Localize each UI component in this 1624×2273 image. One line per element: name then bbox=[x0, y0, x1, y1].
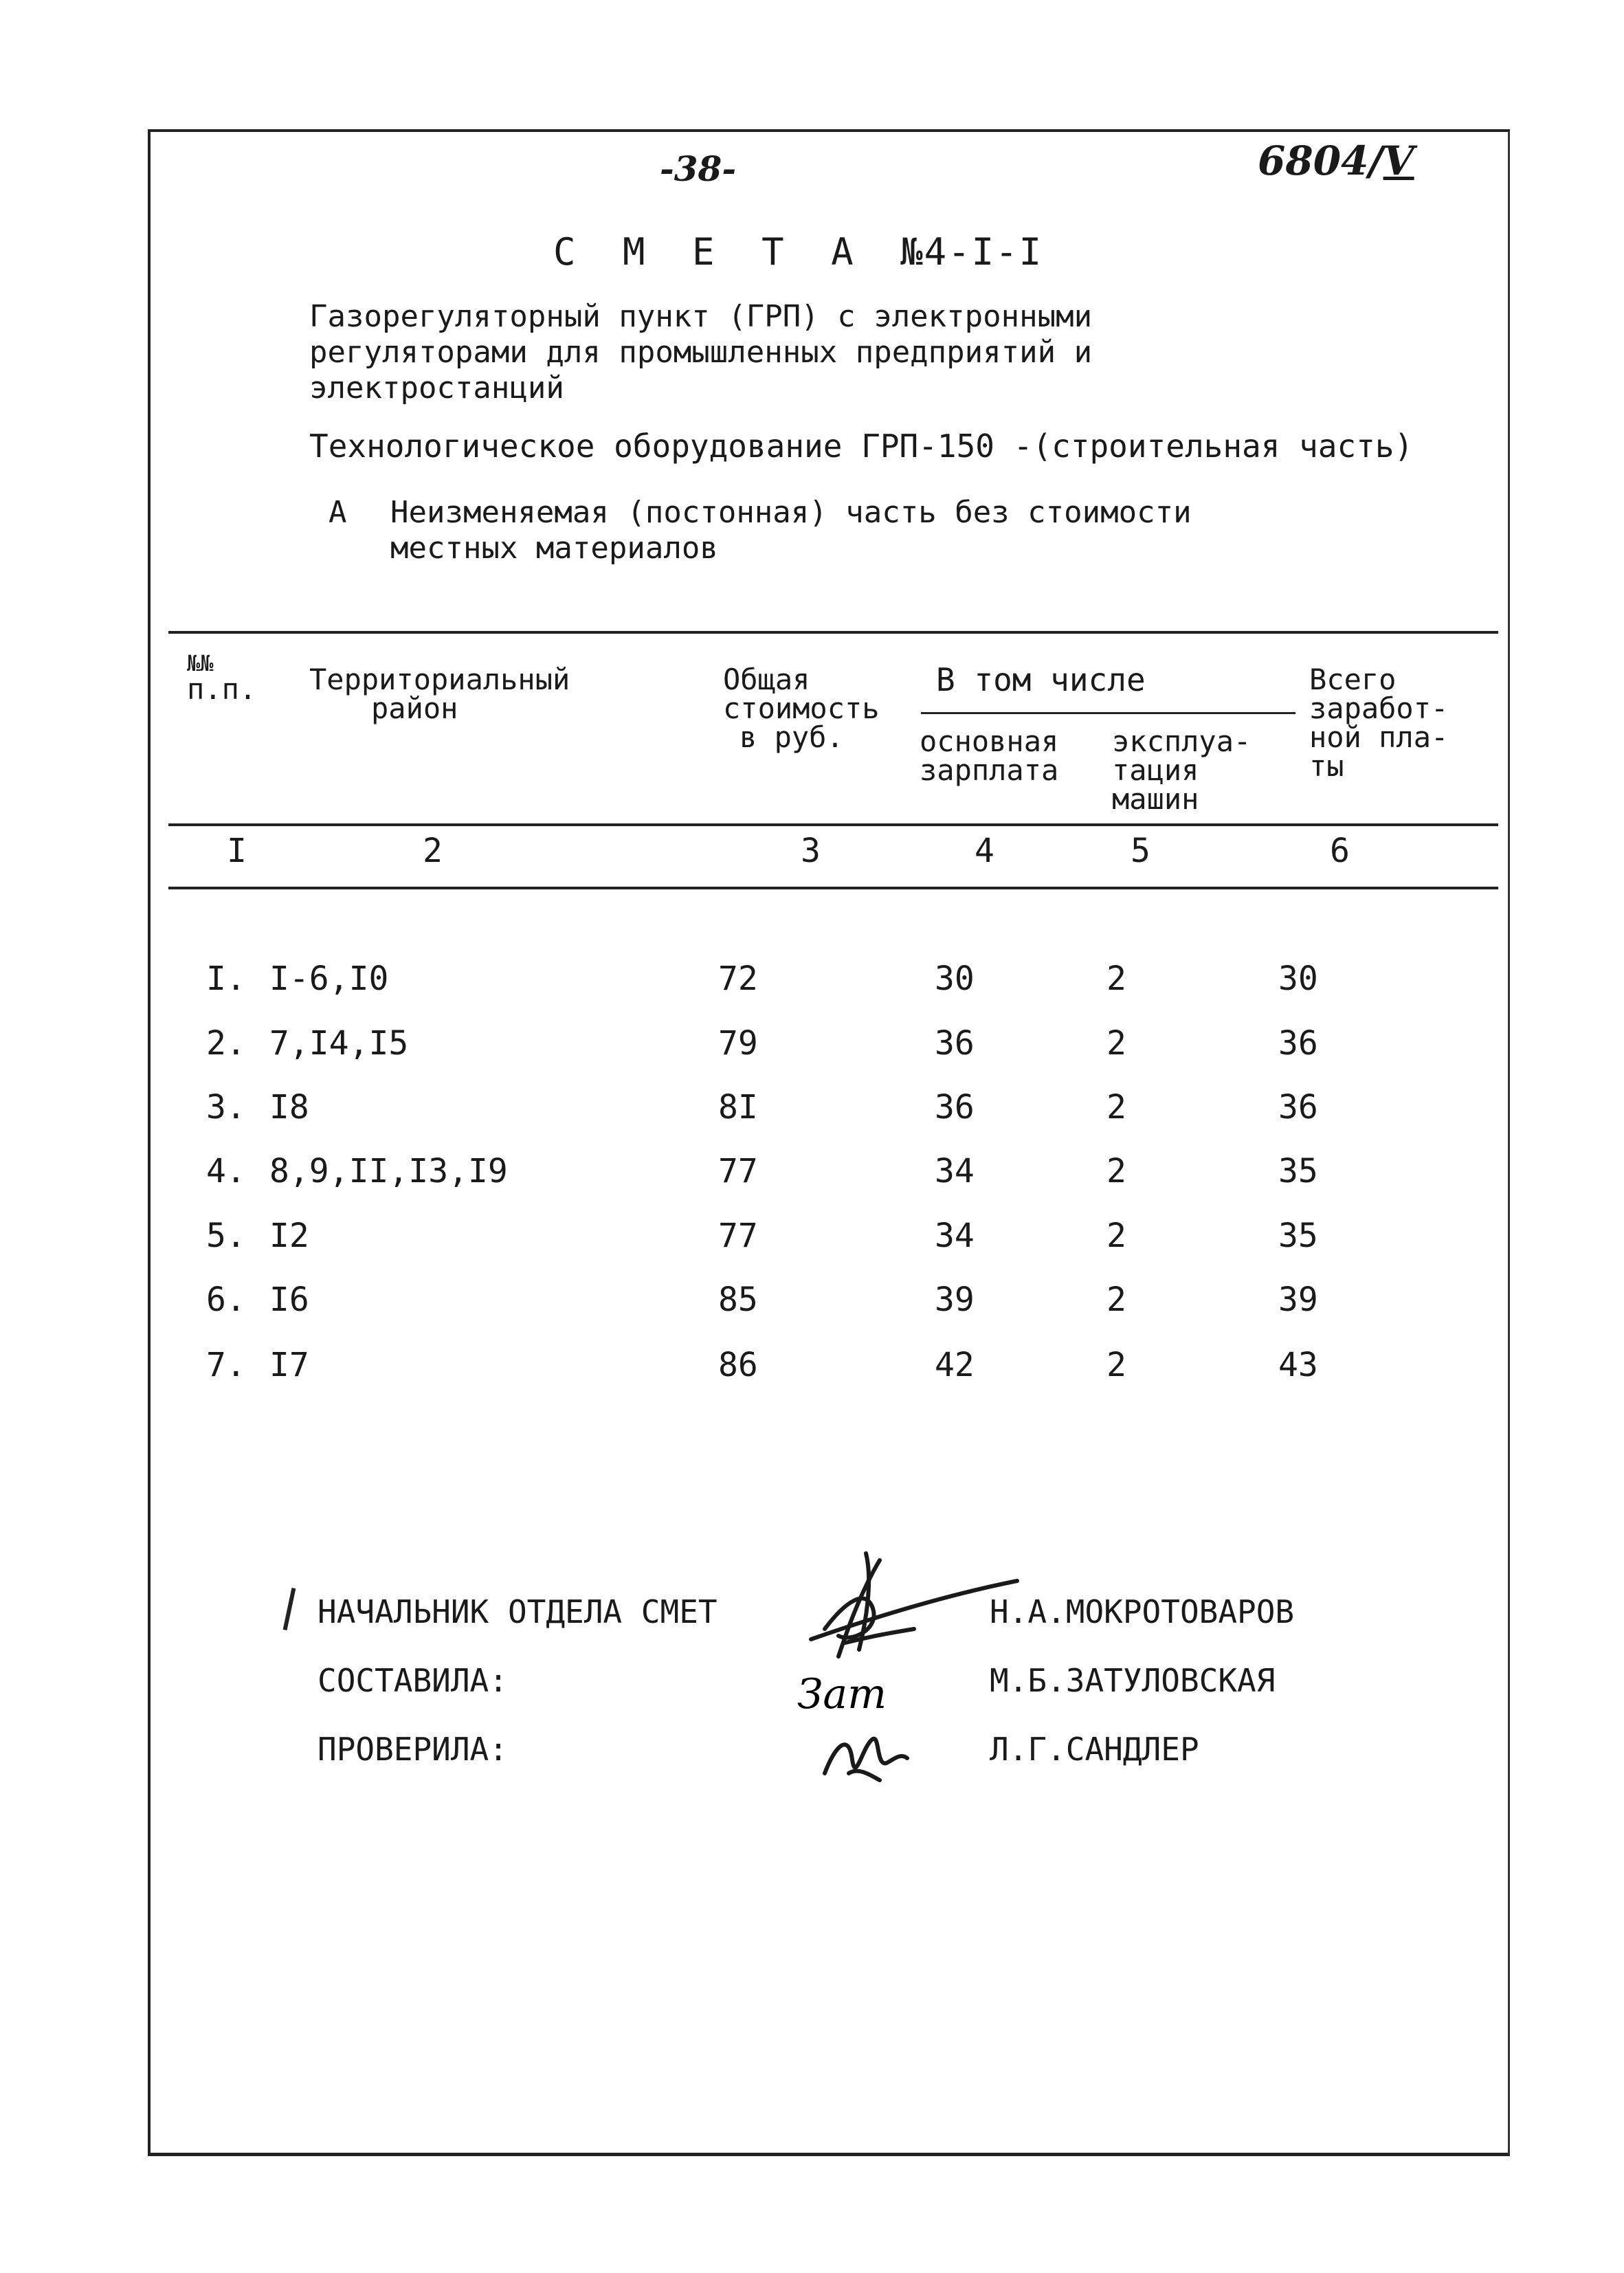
column-number-4: 4 bbox=[975, 832, 994, 870]
header-machines-line2: тация bbox=[1112, 753, 1199, 787]
row-district: 8,9,II,I3,I9 bbox=[269, 1152, 508, 1190]
row-salary: 42 bbox=[935, 1346, 975, 1384]
row-total: 86 bbox=[718, 1346, 758, 1384]
header-total bbox=[723, 665, 880, 752]
row-machines: 2 bbox=[1106, 1152, 1126, 1190]
signature-name-checked: Л.Г.САНДЛЕР bbox=[990, 1731, 1199, 1768]
row-machines: 2 bbox=[1106, 960, 1126, 998]
row-wages: 35 bbox=[1278, 1217, 1318, 1255]
row-district: I6 bbox=[269, 1280, 309, 1319]
row-number: 2. bbox=[206, 1024, 246, 1063]
row-total: 77 bbox=[718, 1217, 758, 1255]
table-top-rule bbox=[168, 631, 1498, 634]
row-salary: 36 bbox=[935, 1088, 975, 1127]
page-number: -38- bbox=[660, 148, 737, 189]
header-district bbox=[309, 665, 570, 723]
signature-name-head: Н.А.МОКРОТОВАРОВ bbox=[990, 1593, 1295, 1630]
table-row bbox=[206, 960, 1443, 1001]
header-wages bbox=[1309, 665, 1448, 781]
header-number-pp: п.п. bbox=[187, 672, 257, 706]
subheader-rule bbox=[921, 712, 1295, 714]
equipment-line: Технологическое оборудование ГРП-150 -(строительная часть) bbox=[309, 428, 1414, 465]
signature-checked-scribble bbox=[825, 1739, 907, 1780]
column-number-2: 2 bbox=[423, 832, 443, 870]
signature-head-scribble bbox=[811, 1553, 1017, 1656]
row-total: 77 bbox=[718, 1152, 758, 1190]
document-number bbox=[1258, 137, 1414, 184]
row-total: 79 bbox=[718, 1024, 758, 1063]
document-number-suffix: V bbox=[1383, 137, 1414, 184]
row-salary: 30 bbox=[935, 960, 975, 998]
row-wages: 30 bbox=[1278, 960, 1318, 998]
header-bottom-rule bbox=[168, 823, 1498, 826]
row-number: 4. bbox=[206, 1152, 246, 1190]
row-wages: 36 bbox=[1278, 1024, 1318, 1063]
row-number: 5. bbox=[206, 1217, 246, 1255]
document-title bbox=[553, 230, 1043, 274]
header-wages-line4: ты bbox=[1309, 749, 1344, 783]
header-salary-line1: основная bbox=[920, 724, 1059, 758]
row-number: 3. bbox=[206, 1088, 246, 1127]
column-numbers-rule bbox=[168, 887, 1498, 889]
header-number-sign: №№ bbox=[187, 650, 214, 676]
row-total: 72 bbox=[718, 960, 758, 998]
table-row bbox=[206, 1024, 1443, 1065]
header-machines bbox=[1112, 724, 1252, 816]
row-wages: 36 bbox=[1278, 1088, 1318, 1127]
row-district: I-6,I0 bbox=[269, 960, 389, 998]
row-machines: 2 bbox=[1106, 1024, 1126, 1063]
signature-compiled-handwriting: Зат bbox=[797, 1670, 887, 1718]
part-line-1: Неизменяемая (постонная) часть без стоимости bbox=[390, 495, 1192, 530]
header-salary-line2: зарплата bbox=[920, 753, 1059, 787]
object-description: Газорегуляторный пункт (ГРП) с электронными регуляторами для промышленных предприятий и электростанций bbox=[309, 299, 1093, 406]
row-number: I. bbox=[206, 960, 246, 998]
row-salary: 34 bbox=[935, 1152, 975, 1190]
row-salary: 39 bbox=[935, 1280, 975, 1319]
row-salary: 34 bbox=[935, 1217, 975, 1255]
column-number-6: 6 bbox=[1330, 832, 1350, 870]
header-wages-line3: ной пла- bbox=[1309, 720, 1449, 754]
row-district: I2 bbox=[269, 1217, 309, 1255]
part-line-2: местных материалов bbox=[390, 531, 718, 566]
header-wages-line2: заработ- bbox=[1309, 691, 1449, 725]
table-row bbox=[206, 1152, 1443, 1193]
header-district-line2: район bbox=[371, 691, 458, 725]
row-wages: 39 bbox=[1278, 1280, 1318, 1319]
column-number-3: 3 bbox=[801, 832, 821, 870]
part-a-block bbox=[329, 495, 1192, 566]
header-total-line1: Общая bbox=[723, 663, 810, 696]
table-row bbox=[206, 1088, 1443, 1129]
header-total-line3: в руб. bbox=[739, 720, 844, 754]
row-total: 85 bbox=[718, 1280, 758, 1319]
header-district-line1: Территориальный bbox=[309, 663, 570, 696]
title-word: С М Е Т А bbox=[553, 230, 866, 274]
row-district: I8 bbox=[269, 1088, 309, 1127]
row-total: 8I bbox=[718, 1088, 758, 1127]
row-district: 7,I4,I5 bbox=[269, 1024, 409, 1063]
header-wages-line1: Всего bbox=[1309, 663, 1397, 696]
document-number-main: 6804/ bbox=[1258, 137, 1383, 184]
row-machines: 2 bbox=[1106, 1088, 1126, 1127]
table-row bbox=[206, 1280, 1443, 1322]
row-number: 6. bbox=[206, 1280, 246, 1319]
header-total-line2: стоимость bbox=[723, 691, 880, 725]
row-machines: 2 bbox=[1106, 1217, 1126, 1255]
signature-role-checked: ПРОВЕРИЛА: bbox=[318, 1731, 508, 1768]
row-number: 7. bbox=[206, 1346, 246, 1384]
title-number: №4-I-I bbox=[900, 230, 1043, 274]
header-machines-line3: машин bbox=[1112, 782, 1199, 816]
row-machines: 2 bbox=[1106, 1280, 1126, 1319]
column-number-1: I bbox=[227, 832, 247, 870]
row-wages: 35 bbox=[1278, 1152, 1318, 1190]
column-number-5: 5 bbox=[1131, 832, 1150, 870]
row-wages: 43 bbox=[1278, 1346, 1318, 1384]
signature-name-compiled: М.Б.ЗАТУЛОВСКАЯ bbox=[990, 1662, 1276, 1699]
table-row bbox=[206, 1346, 1443, 1387]
signature-role-head: НАЧАЛЬНИК ОТДЕЛА СМЕТ bbox=[318, 1593, 718, 1630]
row-district: I7 bbox=[269, 1346, 309, 1384]
header-number bbox=[187, 652, 256, 704]
row-salary: 36 bbox=[935, 1024, 975, 1063]
row-machines: 2 bbox=[1106, 1346, 1126, 1384]
signature-role-compiled: СОСТАВИЛА: bbox=[318, 1662, 508, 1699]
header-including: В том числе bbox=[936, 661, 1146, 698]
header-machines-line1: эксплуа- bbox=[1112, 724, 1252, 758]
header-salary bbox=[920, 724, 1059, 787]
table-row bbox=[206, 1217, 1443, 1258]
part-letter: А bbox=[329, 495, 347, 530]
